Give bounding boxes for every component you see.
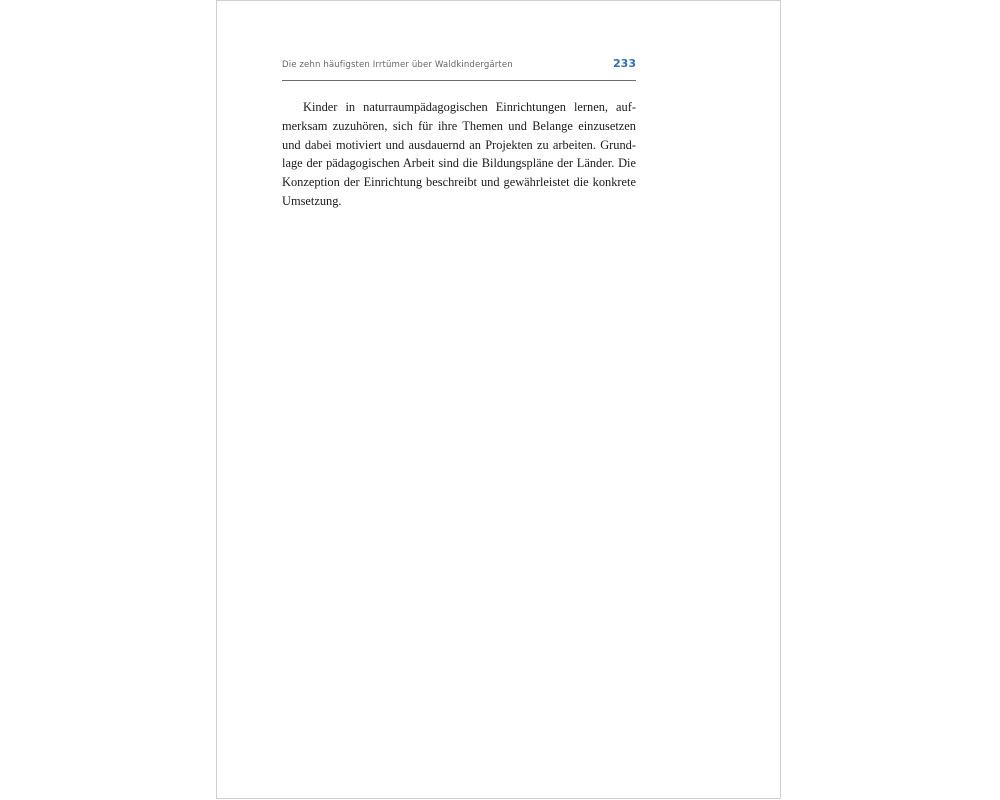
page-number: 233 [613,57,636,70]
paragraph-line: merksam zuzuhören, sich für ihre Themen und Belange einzusetzen [282,118,636,133]
running-header [282,57,636,81]
paragraph-line: Umsetzung. [282,193,342,208]
paragraph-line: und dabei motiviert und ausdauernd an Projekten zu arbeiten. Grund- [282,137,636,152]
paragraph-line: Kinder in naturraumpädagogischen Einrichtungen lernen, auf- [303,100,636,114]
book-page [216,0,781,799]
body-paragraph [282,98,636,211]
paragraph-line: Konzeption der Einrichtung beschreibt und gewährleistet die konkrete [282,175,636,190]
running-title: Die zehn häufigsten Irrtümer über Waldkindergärten [282,60,513,70]
paragraph-line: lage der pädagogischen Arbeit sind die Bildungspläne der Länder. Die [282,156,636,171]
